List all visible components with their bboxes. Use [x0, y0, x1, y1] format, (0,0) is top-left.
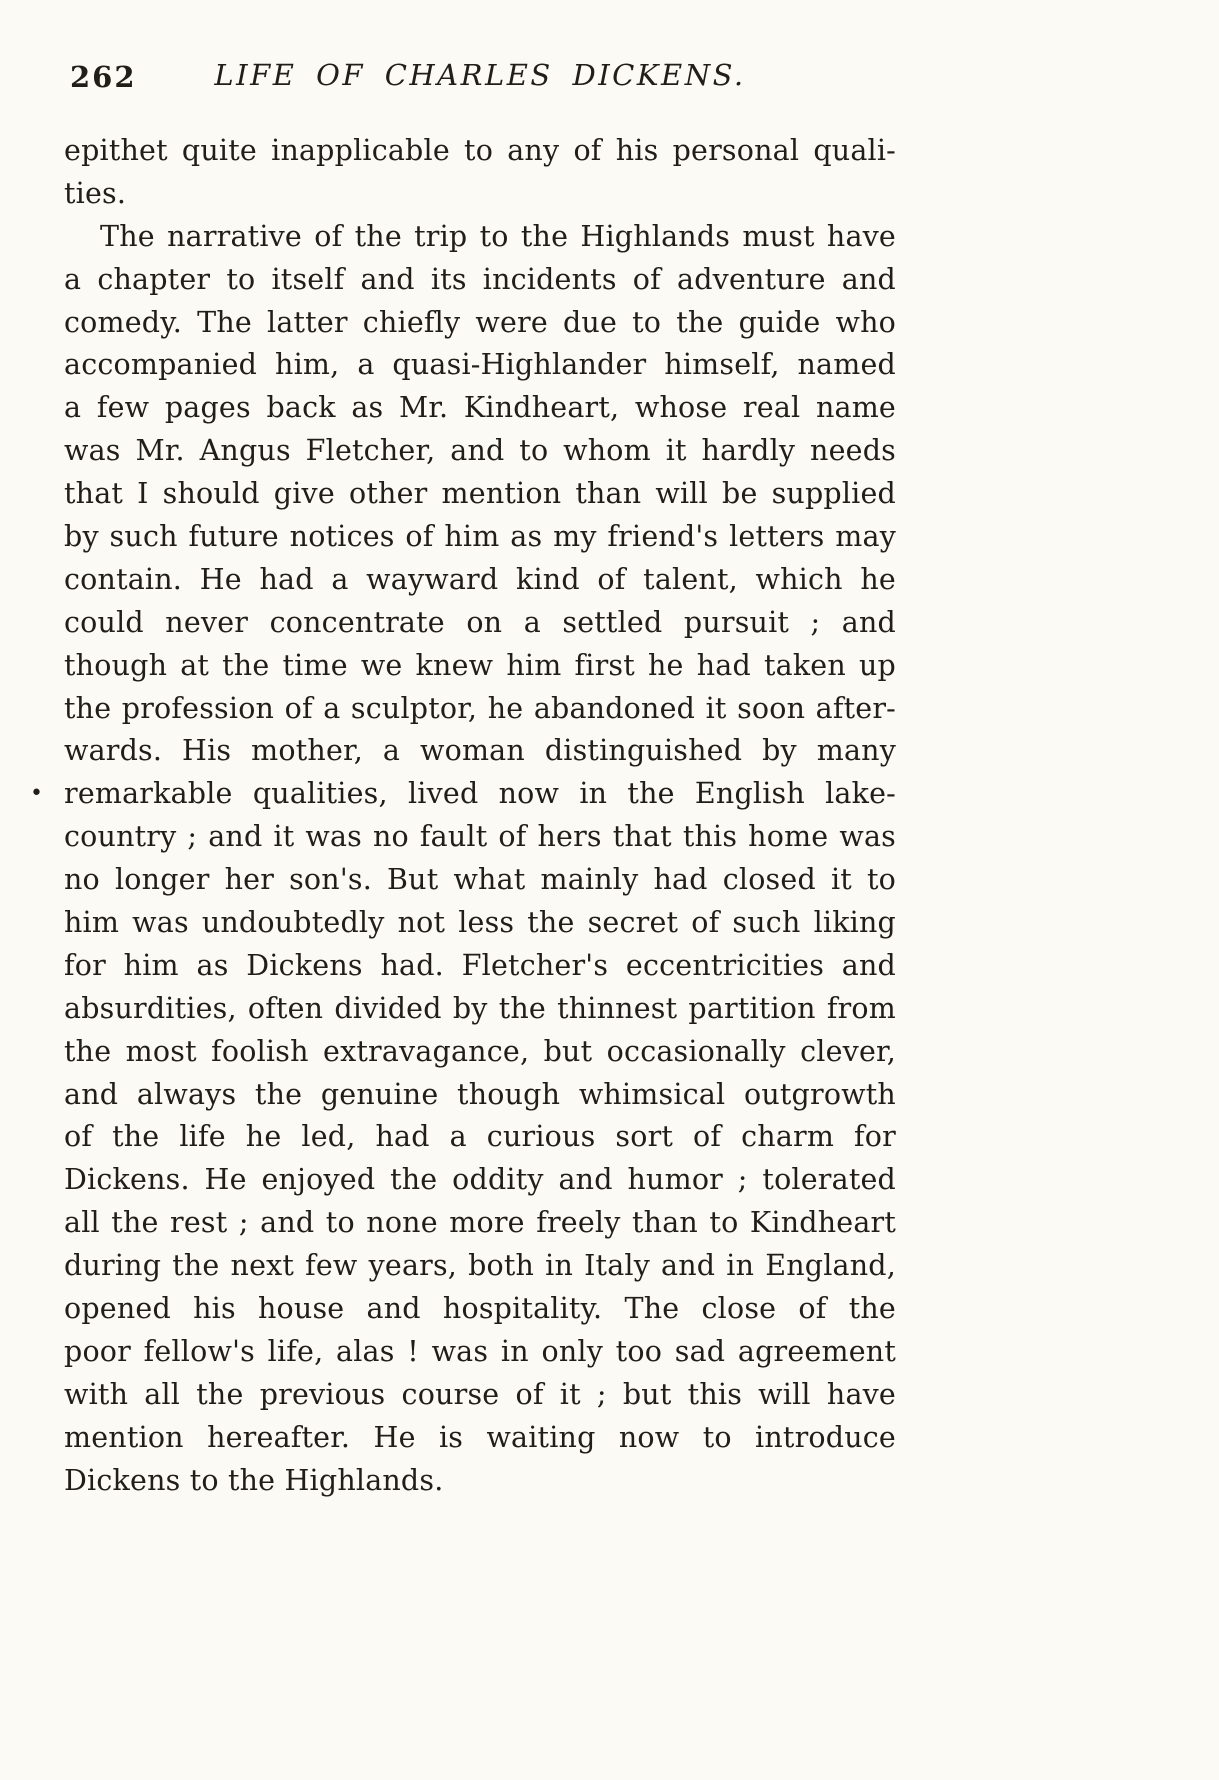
- text-line: by such future notices of him as my friend's letters may: [64, 520, 896, 554]
- text-line: country ; and it was no fault of hers that this home was: [64, 820, 896, 854]
- text-line: with all the previous course of it ; but this will have: [64, 1377, 896, 1411]
- text-line: wards. His mother, a woman distinguished by many: [64, 734, 896, 768]
- text-line: for him as Dickens had. Fletcher's eccentricities and: [64, 948, 896, 982]
- text-line: Dickens to the Highlands.: [64, 1463, 444, 1497]
- text-line: could never concentrate on a settled pursuit ; and: [64, 605, 896, 639]
- margin-bullet: •: [30, 781, 44, 807]
- text-line: during the next few years, both in Italy and in England,: [64, 1249, 896, 1283]
- text-line: him was undoubtedly not less the secret of such liking: [64, 906, 896, 940]
- text-line: all the rest ; and to none more freely than to Kindheart: [64, 1206, 896, 1240]
- text-line: of the life he led, had a curious sort of charm for: [64, 1120, 896, 1154]
- text-line: The narrative of the trip to the Highlands must have: [100, 219, 896, 253]
- text-line: comedy. The latter chiefly were due to the guide who: [64, 305, 896, 339]
- text-line: Dickens. He enjoyed the oddity and humor ; tolerated: [64, 1163, 896, 1197]
- text-line: a few pages back as Mr. Kindheart, whose real name: [64, 391, 896, 425]
- paragraph: [64, 130, 896, 216]
- page-number: 262: [70, 60, 137, 94]
- text-line: contain. He had a wayward kind of talent, which he: [64, 562, 896, 596]
- text-line: opened his house and hospitality. The close of the: [64, 1292, 896, 1326]
- text-line: remarkable qualities, lived now in the English lake- •: [64, 773, 896, 816]
- text-line: ties.: [64, 176, 127, 210]
- text-line: a chapter to itself and its incidents of adventure and: [64, 262, 896, 296]
- text-line: accompanied him, a quasi-Highlander himself, named: [64, 348, 896, 382]
- running-head: [64, 58, 896, 98]
- text-line: absurdities, often divided by the thinnest partition from: [64, 991, 896, 1025]
- text-line: mention hereafter. He is waiting now to introduce: [64, 1420, 896, 1454]
- text-line: though at the time we knew him first he had taken up: [64, 648, 896, 682]
- text-line: epithet quite inapplicable to any of his personal quali-: [64, 134, 896, 167]
- text-line: the most foolish extravagance, but occasionally clever,: [64, 1034, 896, 1068]
- paragraph: [30, 216, 896, 1503]
- text-line: the profession of a sculptor, he abandoned it soon after-: [64, 691, 896, 725]
- text-line: was Mr. Angus Fletcher, and to whom it hardly needs: [64, 434, 896, 468]
- running-title: LIFE OF CHARLES DICKENS.: [214, 58, 746, 92]
- text-line: and always the genuine though whimsical outgrowth: [64, 1077, 896, 1111]
- body-text: [30, 130, 896, 1503]
- text-line: no longer her son's. But what mainly had closed it to: [64, 863, 896, 897]
- text-line: poor fellow's life, alas ! was in only too sad agreement: [64, 1334, 896, 1368]
- text-line: that I should give other mention than will be supplied: [64, 477, 896, 511]
